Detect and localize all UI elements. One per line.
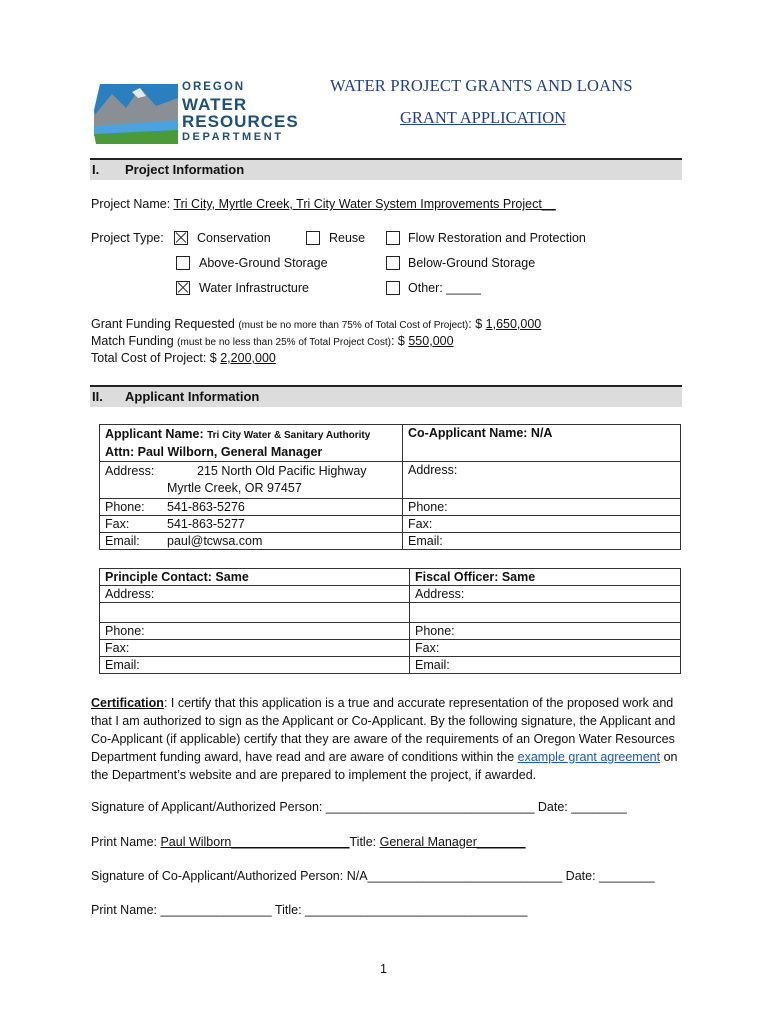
coapplicant-signature-line: Signature of Co-Applicant/Authorized Person: N/A____________________________ Date: ________ xyxy=(91,869,655,883)
applicant-fax-label: Fax: xyxy=(105,517,130,531)
applicant-fax-cell xyxy=(100,516,403,533)
principle-address-blank xyxy=(100,603,410,623)
label-flow-restoration: Flow Restoration and Protection xyxy=(408,231,586,245)
grant-value: 1,650,000 xyxy=(485,317,542,331)
coapplicant-email-cell: Email: xyxy=(403,533,681,550)
label-reuse: Reuse xyxy=(329,231,366,245)
owrd-logo-graphic xyxy=(92,80,182,148)
certification-label: Certification xyxy=(91,696,164,710)
match-note: (must be no less than 25% of Total Project Cost) xyxy=(177,337,391,348)
logo-line4: DEPARTMENT xyxy=(182,130,284,143)
section-applicant-information xyxy=(90,385,682,407)
checkbox-water-infrastructure[interactable] xyxy=(176,281,190,295)
print-name-row xyxy=(91,835,526,849)
title-label: Title: xyxy=(349,835,380,849)
label-above-ground-storage: Above-Ground Storage xyxy=(199,256,328,270)
total-value: 2,200,000 xyxy=(220,351,276,365)
match-value: 550,000 xyxy=(408,334,454,348)
principle-email-cell: Email: xyxy=(100,657,410,674)
coapplicant-phone-cell: Phone: xyxy=(403,499,681,516)
applicant-email-cell xyxy=(100,533,403,550)
project-name-row xyxy=(91,197,556,211)
label-other: Other: _____ xyxy=(408,281,481,295)
applicant-phone-cell xyxy=(100,499,403,516)
applicant-address-cell xyxy=(100,462,403,499)
print-name-value: Paul Wilborn_________________ xyxy=(160,835,350,849)
fiscal-fax-cell: Fax: xyxy=(410,640,681,657)
applicant-signature-line: Signature of Applicant/Authorized Person: ______________________________ Date: ________ xyxy=(91,800,627,814)
checkbox-conservation[interactable] xyxy=(174,231,188,245)
principle-address-cell: Address: xyxy=(100,586,410,603)
fiscal-phone-cell: Phone: xyxy=(410,623,681,640)
certification-paragraph xyxy=(91,694,691,784)
match-funding-row xyxy=(91,334,454,348)
total-label: Total Cost of Project: $ xyxy=(91,351,221,365)
fiscal-officer-cell: Fiscal Officer: Same xyxy=(410,569,681,586)
project-type-label: Project Type: xyxy=(91,231,164,245)
section-title: Applicant Information xyxy=(125,389,260,404)
applicant-email-label: Email: xyxy=(105,534,140,548)
label-water-infrastructure: Water Infrastructure xyxy=(199,281,309,295)
applicant-name-label: Applicant Name: xyxy=(105,427,208,441)
principle-phone-cell: Phone: xyxy=(100,623,410,640)
coapplicant-name-cell: Co-Applicant Name: N/A xyxy=(403,425,681,462)
applicant-name-cell xyxy=(100,425,403,462)
certification-text2: on the Department’s website and are prepared to implement the project, if awarded. xyxy=(91,750,678,782)
example-grant-agreement-link[interactable]: example grant agreement xyxy=(517,750,661,764)
applicant-address-line1: 215 North Old Pacific Highway xyxy=(197,464,367,478)
applicant-phone-value: 541-863-5276 xyxy=(167,500,245,514)
fiscal-email-cell: Email: xyxy=(410,657,681,674)
grant-prefix: : $ xyxy=(468,317,486,331)
fiscal-address-cell: Address: xyxy=(410,586,681,603)
page-number: 1 xyxy=(380,962,387,976)
checkbox-reuse[interactable] xyxy=(306,231,320,245)
label-conservation: Conservation xyxy=(197,231,271,245)
applicant-email-value: paul@tcwsa.com xyxy=(167,534,263,548)
title-value: General Manager_______ xyxy=(379,835,526,849)
applicant-address-label: Address: xyxy=(105,464,155,478)
principle-contact-cell: Principle Contact: Same xyxy=(100,569,410,586)
contacts-table xyxy=(99,568,681,674)
logo-line3: RESOURCES xyxy=(182,111,299,131)
applicant-phone-label: Phone: xyxy=(105,500,145,514)
section-number: I. xyxy=(92,162,100,177)
checkbox-flow-restoration[interactable] xyxy=(386,231,400,245)
owrd-logo-text xyxy=(182,82,299,143)
total-cost-row xyxy=(91,351,276,365)
grant-label: Grant Funding Requested xyxy=(91,317,239,331)
grant-note: (must be no more than 75% of Total Cost of Project) xyxy=(238,320,469,331)
checkbox-other[interactable] xyxy=(386,281,400,295)
document-subtitle: GRANT APPLICATION xyxy=(400,108,567,127)
applicant-address-line2: Myrtle Creek, OR 97457 xyxy=(167,481,302,495)
principle-fax-cell: Fax: xyxy=(100,640,410,657)
checkbox-below-ground-storage[interactable] xyxy=(386,256,400,270)
section-number: II. xyxy=(92,389,103,404)
applicant-fax-value: 541-863-5277 xyxy=(167,517,245,531)
project-name-label: Project Name: xyxy=(91,197,174,211)
match-label: Match Funding xyxy=(91,334,178,348)
logo-line1: OREGON xyxy=(182,81,246,93)
label-below-ground-storage: Below-Ground Storage xyxy=(408,256,536,270)
logo-line2: WATER xyxy=(182,94,248,114)
fiscal-address-blank xyxy=(410,603,681,623)
section-title: Project Information xyxy=(125,162,245,177)
applicant-attn: Attn: Paul Wilborn, General Manager xyxy=(105,445,323,459)
grant-funding-row xyxy=(91,317,541,331)
checkbox-above-ground-storage[interactable] xyxy=(176,256,190,270)
print-name-row-2: Print Name: ________________ Title: ________________________________ xyxy=(91,903,528,917)
print-name-label: Print Name: xyxy=(91,835,161,849)
certification-text1: : I certify that this application is a true and accurate representation of the proposed work and that I am authorized to sign as the Applicant or Co-Applicant. By the following signature, the Applicant and Co-Applicant (if applicable) certify that they are aware of the requirements of an Oregon Water Resources Department funding award, have read and are aware of conditions within the xyxy=(91,696,676,764)
document-title: WATER PROJECT GRANTS AND LOANS xyxy=(330,76,633,95)
match-prefix: : $ xyxy=(390,334,409,348)
applicant-name-value: Tri City Water & Sanitary Authority xyxy=(207,430,371,441)
coapplicant-address-cell: Address: xyxy=(403,462,681,499)
section-project-information xyxy=(90,158,682,180)
applicant-table xyxy=(99,424,681,550)
coapplicant-fax-cell: Fax: xyxy=(403,516,681,533)
project-name-value: Tri City, Myrtle Creek, Tri City Water System Improvements Project__ xyxy=(173,197,556,211)
